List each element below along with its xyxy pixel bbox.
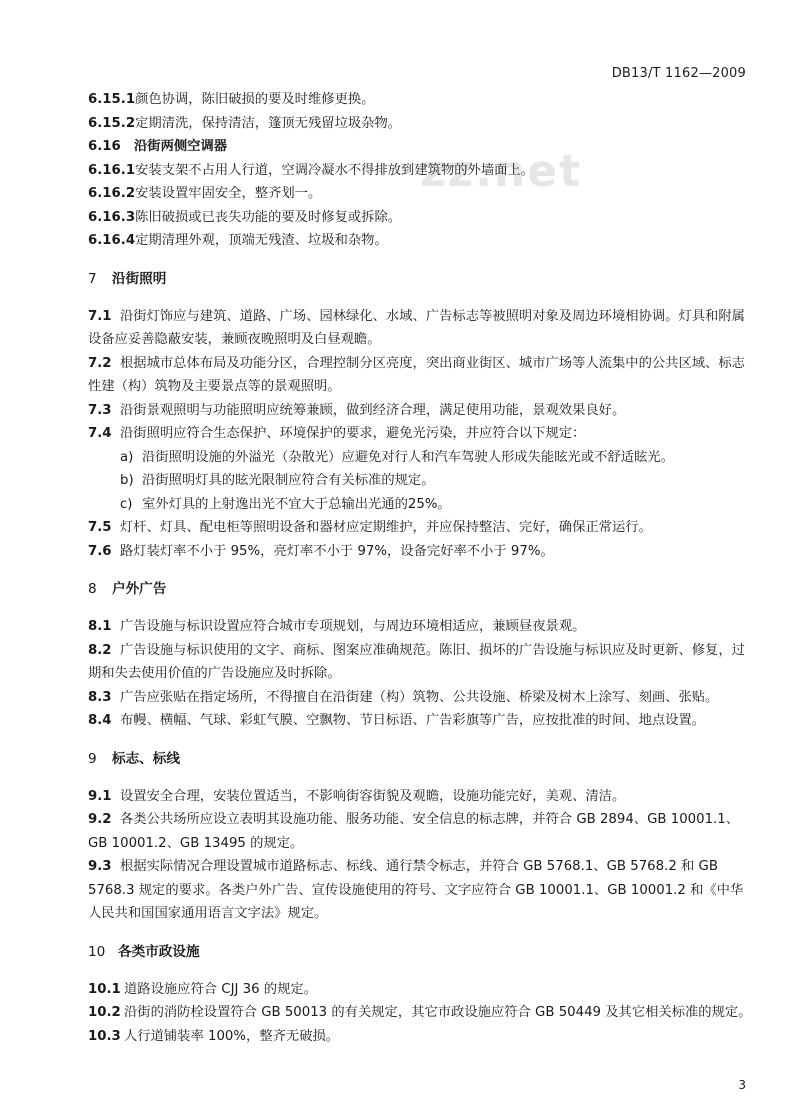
clause-7-4 [88, 422, 754, 446]
clause-number: 8.1 [88, 619, 112, 634]
section-title: 各类市政设施 [118, 943, 200, 960]
subsection-title: 沿街两侧空调器 [134, 139, 228, 154]
clause-number: 7.1 [88, 308, 112, 324]
subsection-number: 6.16 [88, 139, 121, 154]
clause-9-2 [88, 808, 754, 855]
clause-text: 定期清理外观，顶端无残渣、垃圾和杂物。 [135, 233, 388, 248]
section-number: 10 [88, 943, 106, 960]
clause-text: 各类公共场所应设立表明其设施功能、服务功能、安全信息的标志牌，并符合 GB 2894、GB 10001.1、GB 10001.2、GB 13495 的规定。 [88, 812, 740, 851]
section-number: 8 [88, 581, 97, 597]
clause-text: 道路设施应符合 CJJ 36 的规定。 [124, 981, 317, 997]
page-number: 3 [738, 1078, 746, 1092]
clause-number: 9.2 [88, 812, 112, 827]
clause-7-1 [88, 305, 754, 352]
clause-number: 10.3 [88, 1028, 121, 1044]
clause-number: 10.1 [88, 981, 121, 997]
clause-number: 7.5 [88, 520, 112, 535]
list-item-c [88, 493, 754, 517]
clause-text: 路灯装灯率不小于 95%，亮灯率不小于 97%，设备完好率不小于 97%。 [120, 543, 554, 559]
list-label: c) [120, 496, 133, 512]
clause-text: 广告设施与标识使用的文字、商标、图案应准确规范。陈旧、损坏的广告设施与标识应及时更新、修复，过期和失去使用价值的广告设施应及时拆除。 [88, 642, 745, 681]
clause-text: 布幔、横幅、气球、彩虹气膜、空飘物、节日标语、广告彩旗等广告，应按批准的时间、地点设置。 [120, 713, 706, 728]
clause-number: 6.15.1 [88, 92, 136, 107]
clause-text: 灯杆、灯具、配电柜等照明设备和器材应定期维护，并应保持整洁、完好，确保正常运行。 [120, 520, 652, 535]
clause-10-3 [88, 1025, 754, 1049]
clause-text: 定期清洗，保持清洁，篷顶无残留垃圾杂物。 [135, 115, 402, 131]
list-text: 沿街照明设施的外溢光（杂散光）应避免对行人和汽车驾驶人形成失能眩光或不舒适眩光。 [142, 449, 674, 465]
clause-number: 8.2 [88, 642, 112, 658]
clause-text: 沿街灯饰应与建筑、道路、广场、园林绿化、水域、广告标志等被照明对象及周边环境相协调。灯具和附属设备应妥善隐蔽安装，兼顾夜晚照明及白昼观瞻。 [88, 308, 745, 347]
list-text: 沿街照明灯具的眩光限制应符合有关标准的规定。 [142, 473, 435, 488]
section-8-heading [88, 577, 754, 601]
clause-6-16-3 [88, 206, 754, 230]
section-number: 9 [88, 750, 97, 767]
clause-7-6 [88, 540, 754, 564]
section-title: 沿街照明 [112, 270, 167, 287]
clause-text: 沿街景观照明与功能照明应统筹兼顾，做到经济合理，满足使用功能，景观效果良好。 [120, 402, 626, 418]
clause-6-16-2 [88, 182, 754, 206]
clause-number: 6.16.3 [88, 209, 136, 225]
section-9-heading [88, 747, 754, 771]
clause-text: 陈旧破损或已丧失功能的要及时修复或拆除。 [135, 209, 402, 225]
clause-9-1 [88, 785, 754, 809]
clause-text: 安装支架不占用人行道，空调冷凝水不得排放到建筑物的外墙面上。 [135, 162, 535, 178]
clause-text: 广告设施与标识设置应符合城市专项规划，与周边环境相适应，兼顾昼夜景观。 [120, 619, 586, 634]
clause-number: 6.15.2 [88, 115, 136, 131]
clause-text: 颜色协调，陈旧破损的要及时维修更换。 [135, 92, 375, 107]
clause-6-16-1 [88, 159, 754, 183]
document-body [88, 88, 754, 1048]
section-number: 7 [88, 270, 97, 287]
document-code: DB13/T 1162—2009 [611, 66, 746, 81]
clause-7-3 [88, 399, 754, 423]
clause-number: 9.3 [88, 859, 112, 874]
clause-7-5 [88, 516, 754, 540]
section-10-heading [88, 940, 754, 964]
clause-number: 8.3 [88, 689, 112, 705]
list-label: a) [120, 449, 134, 465]
clause-7-2 [88, 352, 754, 399]
clause-text: 沿街的消防栓设置符合 GB 50013 的有关规定，其它市政设施应符合 GB 50449 及其它相关标准的规定。 [124, 1005, 752, 1020]
clause-number: 8.4 [88, 713, 112, 728]
clause-number: 7.2 [88, 355, 112, 371]
clause-text: 广告应张贴在指定场所，不得擅自在沿街建（构）筑物、公共设施、桥梁及树木上涂写、刻画、张贴。 [120, 689, 719, 705]
clause-number: 6.16.4 [88, 233, 136, 248]
clause-text: 沿街照明应符合生态保护、环境保护的要求，避免光污染，并应符合以下规定： [120, 426, 586, 441]
clause-text: 人行道铺装率 100%，整齐无破损。 [124, 1028, 340, 1044]
clause-10-1 [88, 978, 754, 1002]
clause-6-15-1 [88, 88, 754, 112]
clause-6-16-4 [88, 229, 754, 253]
subsection-6-16 [88, 135, 754, 159]
section-title: 户外广告 [112, 581, 167, 597]
clause-text: 安装设置牢固安全，整齐划一。 [135, 186, 322, 201]
clause-8-3 [88, 686, 754, 710]
clause-number: 6.16.2 [88, 186, 136, 201]
clause-text: 设置安全合理，安装位置适当，不影响街容街貌及观瞻，设施功能完好，美观、清洁。 [120, 788, 626, 804]
list-item-a [88, 446, 754, 470]
clause-number: 7.4 [88, 426, 112, 441]
list-item-b [88, 469, 754, 493]
clause-number: 9.1 [88, 788, 112, 804]
clause-text: 根据城市总体布局及功能分区，合理控制分区亮度，突出商业街区、城市广场等人流集中的公共区域、标志性建（构）筑物及主要景点等的景观照明。 [88, 355, 745, 394]
clause-number: 10.2 [88, 1005, 121, 1020]
clause-8-4 [88, 709, 754, 733]
watermark: zz.net [420, 146, 583, 197]
section-title: 标志、标线 [112, 750, 180, 767]
clause-number: 6.16.1 [88, 162, 136, 178]
clause-6-15-2 [88, 112, 754, 136]
list-label: b) [120, 473, 134, 488]
clause-text: 根据实际情况合理设置城市道路标志、标线、通行禁令标志，并符合 GB 5768.1、GB 5768.2 和 GB 5768.3 规定的要求。各类户外广告、宣传设施使用的符号、文字应符合 GB 10001.1、GB 10001.2 和《中华人民共和国国家通用语言文字法》规定。 [88, 859, 744, 921]
clause-8-1 [88, 615, 754, 639]
clause-10-2 [88, 1001, 754, 1025]
clause-9-3 [88, 855, 754, 926]
list-text: 室外灯具的上射逸出光不宜大于总输出光通的25%。 [142, 496, 451, 512]
clause-number: 7.3 [88, 402, 112, 418]
clause-8-2 [88, 639, 754, 686]
clause-number: 7.6 [88, 543, 112, 559]
section-7-heading [88, 267, 754, 291]
